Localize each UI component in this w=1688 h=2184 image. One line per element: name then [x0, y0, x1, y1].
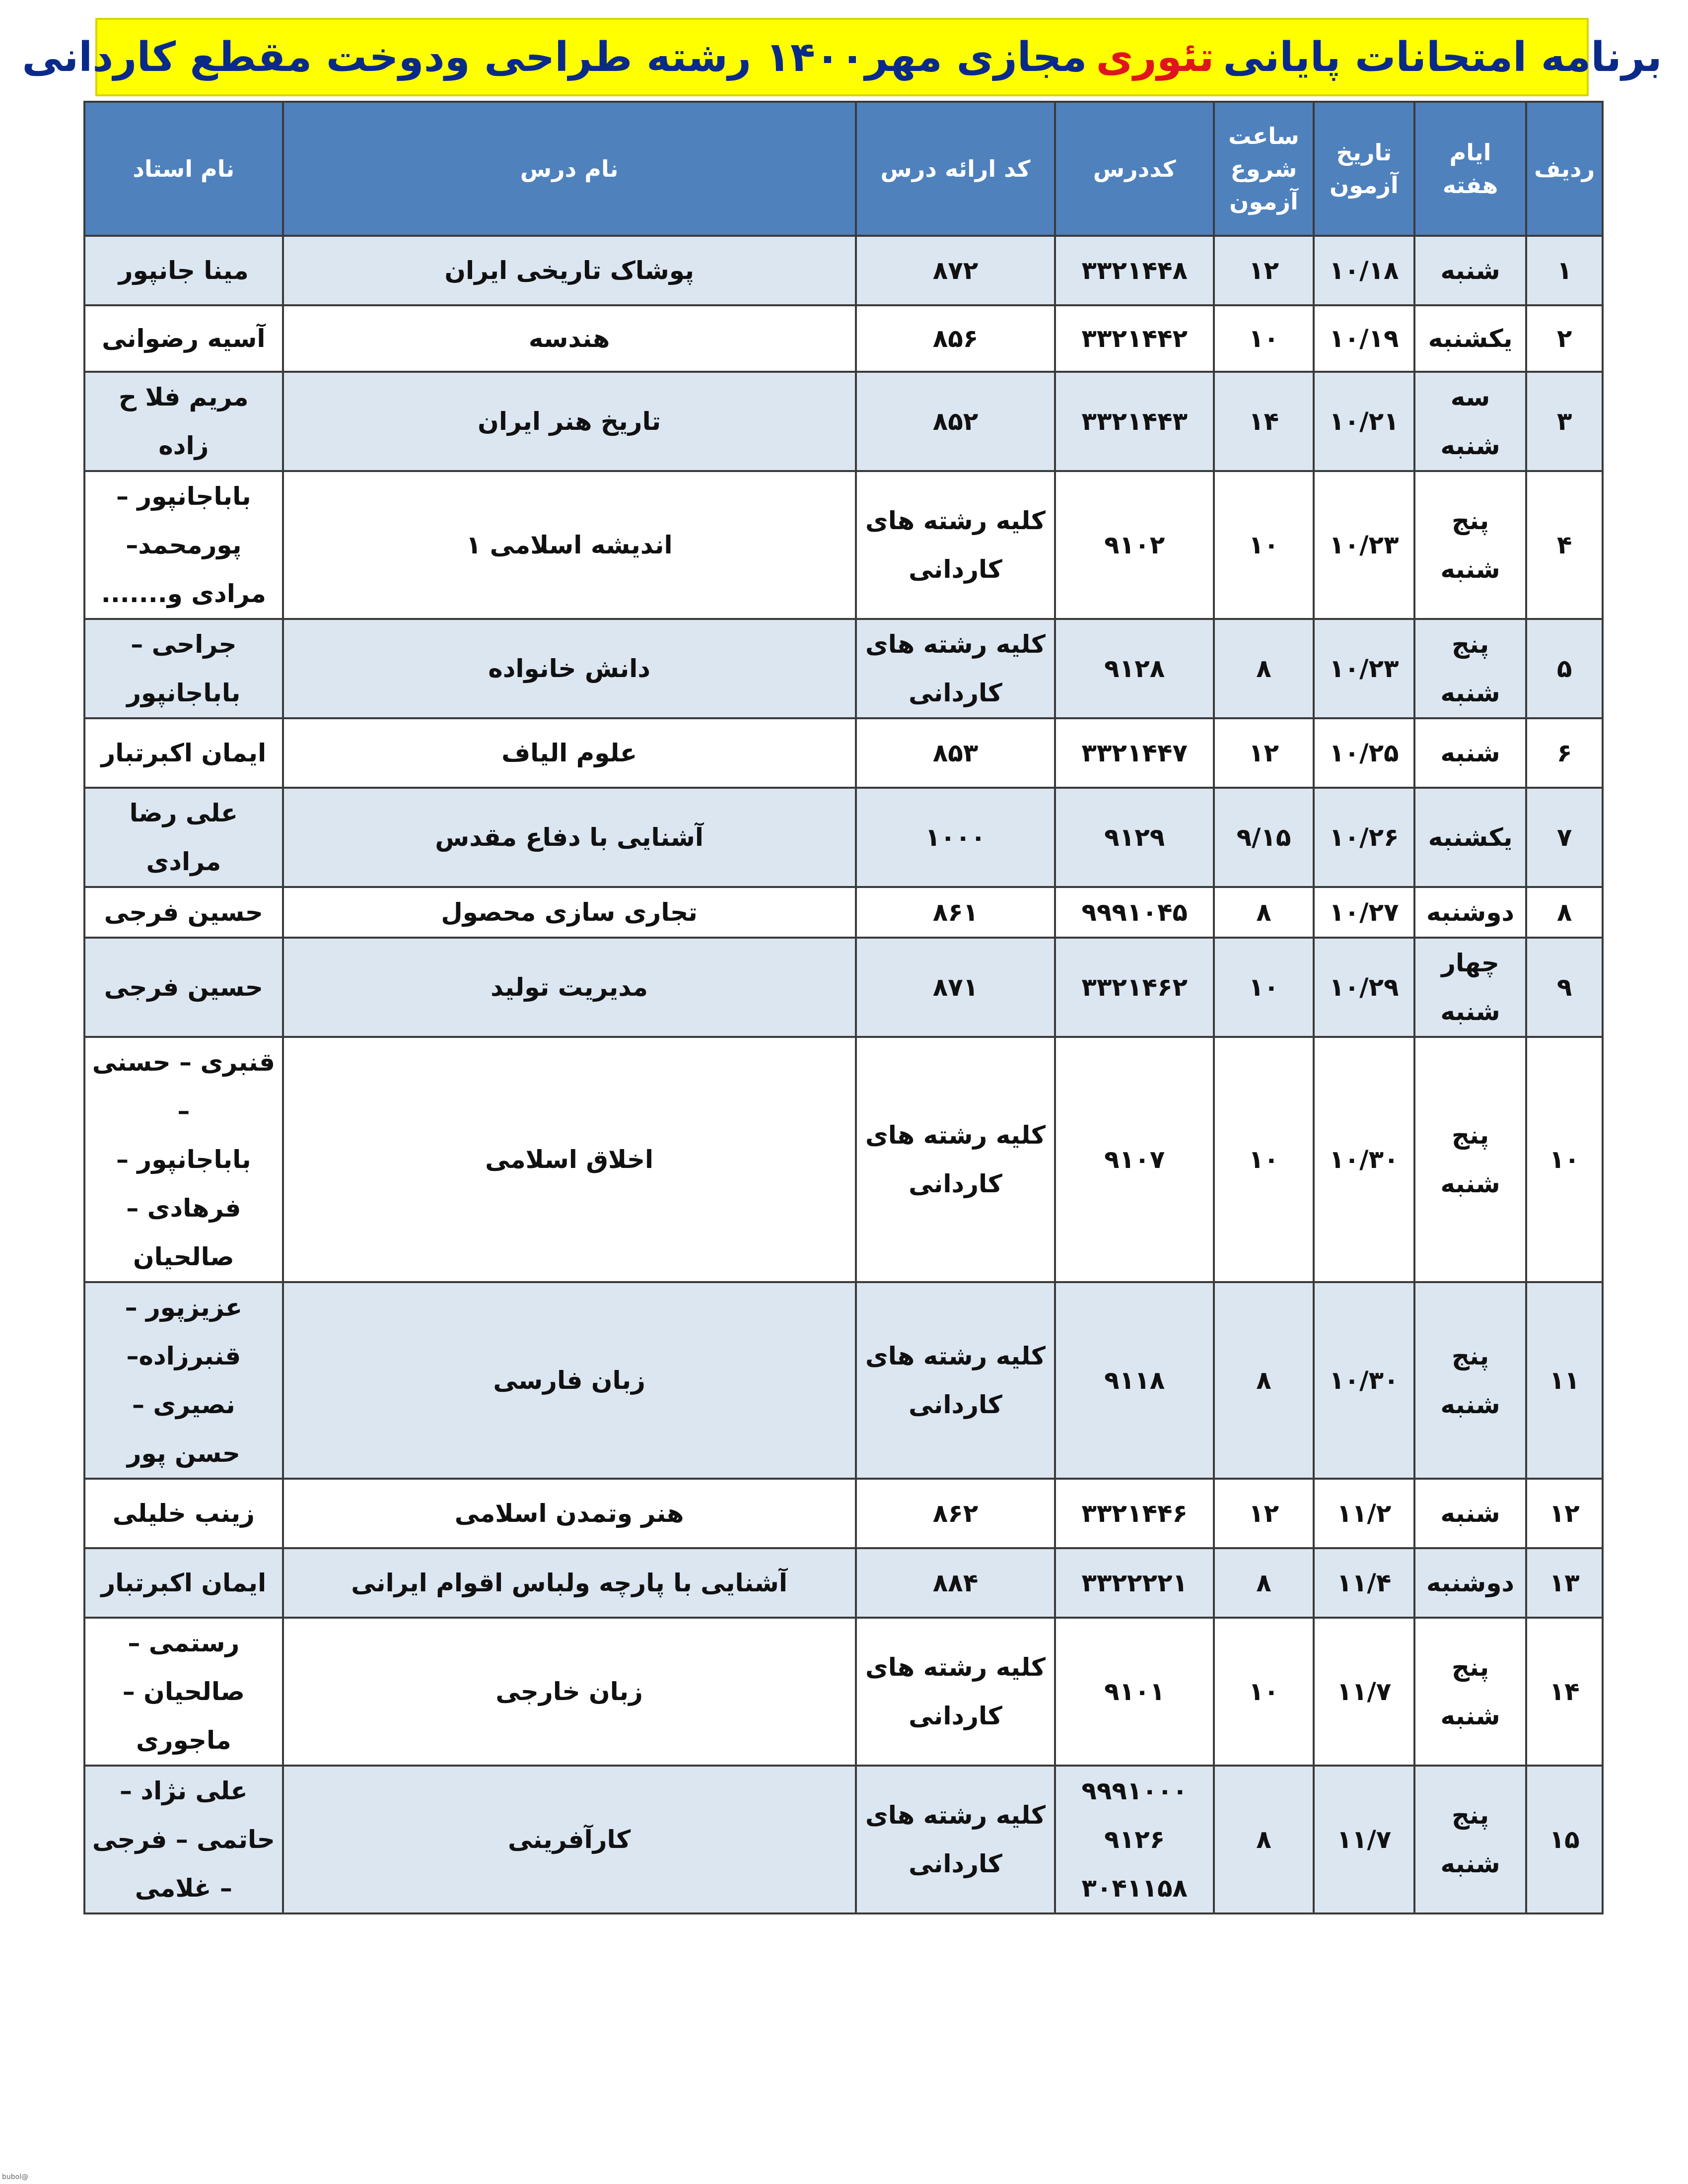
- cell-teacher-name-line: حاتمی – فرجی: [92, 1825, 275, 1854]
- cell-start-time: ۱۰: [1214, 305, 1314, 372]
- cell-course-name: آشنایی با پارچه ولباس اقوام ایرانی: [283, 1548, 856, 1618]
- cell-exam-date: ۱۰/۲۳: [1314, 471, 1414, 619]
- cell-offer-code-line: ۸۶۲: [932, 1499, 979, 1528]
- cell-teacher-name-line: مینا جانپور: [118, 256, 249, 285]
- cell-course-code-line: ۳۳۲۱۴۴۳: [1081, 407, 1188, 436]
- cell-course-code-line: ۳۳۲۲۲۲۱: [1081, 1569, 1188, 1597]
- cell-weekday: پنج شنبه: [1414, 619, 1526, 718]
- cell-start-time: ۱۲: [1214, 718, 1314, 788]
- cell-weekday: یکشنبه: [1414, 788, 1526, 887]
- cell-teacher-name-line: ایمان اکبرتبار: [101, 1569, 267, 1597]
- cell-exam-date: ۱۰/۲۷: [1314, 887, 1414, 938]
- cell-course-code-line: ۳۳۲۱۴۴۸: [1081, 256, 1188, 285]
- cell-teacher-name: [84, 887, 283, 938]
- cell-row-number: ۵: [1526, 619, 1603, 718]
- cell-start-time: ۱۰: [1214, 938, 1314, 1037]
- table-row: [84, 236, 1603, 305]
- cell-offer-code-line: ۸۶۱: [932, 898, 979, 927]
- cell-course-code: [1055, 305, 1214, 372]
- cell-course-name: تاریخ هنر ایران: [283, 372, 856, 471]
- cell-course-code: [1055, 619, 1214, 718]
- table-row: [84, 372, 1603, 471]
- cell-offer-code: [856, 236, 1055, 305]
- cell-teacher-name-line: باباجانپور –: [116, 1145, 251, 1174]
- table-row: [84, 1479, 1603, 1548]
- cell-offer-code-line: ۸۸۴: [932, 1569, 979, 1597]
- cell-offer-code-line: کاردانی: [909, 1390, 1002, 1419]
- table-row: [84, 471, 1603, 619]
- cell-teacher-name: [84, 471, 283, 619]
- cell-teacher-name-line: فرهادی –: [126, 1194, 241, 1223]
- col-header-exam-date: تاریخ آزمون: [1314, 102, 1414, 236]
- cell-offer-code: [856, 938, 1055, 1037]
- cell-course-code-line: ۹۱۰۲: [1104, 531, 1165, 559]
- cell-course-name: تجاری سازی محصول: [283, 887, 856, 938]
- cell-teacher-name: [84, 788, 283, 887]
- table-row: [84, 305, 1603, 372]
- cell-weekday: شنبه: [1414, 236, 1526, 305]
- cell-row-number: ۱۲: [1526, 1479, 1603, 1548]
- cell-offer-code-line: کلیه رشته های: [865, 1801, 1046, 1830]
- cell-course-code: [1055, 938, 1214, 1037]
- cell-start-time: ۱۰: [1214, 471, 1314, 619]
- cell-teacher-name-line: علی رضا مرادی: [129, 799, 238, 876]
- cell-course-name: آشنایی با دفاع مقدس: [283, 788, 856, 887]
- cell-start-time: ۱۴: [1214, 372, 1314, 471]
- cell-offer-code-line: ۸۵۳: [932, 739, 979, 767]
- table-row: [84, 718, 1603, 788]
- exam-schedule-table: [83, 101, 1604, 1914]
- cell-row-number: ۴: [1526, 471, 1603, 619]
- cell-course-code: [1055, 1766, 1214, 1913]
- cell-teacher-name-line: علی نژاد –: [120, 1776, 248, 1805]
- cell-weekday: یکشنبه: [1414, 305, 1526, 372]
- col-header-row-number: ردیف: [1526, 102, 1603, 236]
- cell-offer-code-line: کاردانی: [909, 679, 1002, 707]
- cell-offer-code-line: ۸۵۶: [932, 324, 979, 353]
- cell-teacher-name: [84, 1618, 283, 1766]
- col-header-course-name: نام درس: [283, 102, 856, 236]
- cell-exam-date: ۱۰/۳۰: [1314, 1282, 1414, 1479]
- cell-weekday: شنبه: [1414, 718, 1526, 788]
- table-row: [84, 1037, 1603, 1282]
- cell-exam-date: ۱۰/۱۸: [1314, 236, 1414, 305]
- cell-offer-code: [856, 372, 1055, 471]
- cell-teacher-name-line: عزیزپور –: [125, 1293, 243, 1322]
- cell-exam-date: ۱۱/۲: [1314, 1479, 1414, 1548]
- cell-start-time: ۸: [1214, 887, 1314, 938]
- cell-teacher-name-line: حسن پور: [127, 1439, 240, 1468]
- cell-course-code-line: ۹۱۲۸: [1104, 654, 1165, 683]
- cell-teacher-name: [84, 718, 283, 788]
- table-row: [84, 1548, 1603, 1618]
- cell-weekday: چهار شنبه: [1414, 938, 1526, 1037]
- col-header-start-time: ساعت شروع آزمون: [1214, 102, 1314, 236]
- cell-exam-date: ۱۰/۳۰: [1314, 1037, 1414, 1282]
- cell-teacher-name-line: مرادی و.......: [101, 579, 266, 608]
- cell-offer-code-line: کلیه رشته های: [865, 506, 1046, 535]
- cell-weekday: پنج شنبه: [1414, 1618, 1526, 1766]
- cell-row-number: ۱۳: [1526, 1548, 1603, 1618]
- cell-course-name: هنر وتمدن اسلامی: [283, 1479, 856, 1548]
- cell-teacher-name: [84, 619, 283, 718]
- cell-teacher-name-line: نصیری –: [132, 1390, 235, 1419]
- cell-weekday: پنج شنبه: [1414, 1766, 1526, 1913]
- cell-offer-code-line: کلیه رشته های: [865, 630, 1046, 659]
- cell-exam-date: ۱۰/۲۹: [1314, 938, 1414, 1037]
- cell-course-code-line: ۹۱۰۷: [1104, 1145, 1165, 1174]
- cell-course-code-line: ۳۳۲۱۴۴۶: [1081, 1499, 1188, 1528]
- cell-course-name: هندسه: [283, 305, 856, 372]
- cell-weekday: پنج شنبه: [1414, 1037, 1526, 1282]
- table-row: [84, 938, 1603, 1037]
- cell-course-code: [1055, 1618, 1214, 1766]
- cell-offer-code: [856, 1037, 1055, 1282]
- cell-course-code: [1055, 1548, 1214, 1618]
- corner-watermark: @bubol: [2, 2173, 29, 2181]
- cell-course-name: اندیشه اسلامی ۱: [283, 471, 856, 619]
- cell-row-number: ۷: [1526, 788, 1603, 887]
- cell-course-name: علوم الیاف: [283, 718, 856, 788]
- cell-teacher-name-line: باباجانپور –: [116, 482, 251, 511]
- cell-teacher-name: [84, 372, 283, 471]
- cell-course-code-line: ۹۱۲۶: [1104, 1825, 1165, 1854]
- cell-teacher-name: [84, 1766, 283, 1913]
- cell-course-name: پوشاک تاریخی ایران: [283, 236, 856, 305]
- cell-weekday: دوشنبه: [1414, 887, 1526, 938]
- cell-offer-code-line: کلیه رشته های: [865, 1342, 1046, 1370]
- page-title: [22, 18, 1662, 96]
- cell-offer-code-line: کلیه رشته های: [865, 1653, 1046, 1682]
- cell-course-name: کارآفرینی: [283, 1766, 856, 1913]
- table-header-row: [84, 102, 1603, 236]
- cell-weekday: پنج شنبه: [1414, 471, 1526, 619]
- table-body: [84, 236, 1603, 1913]
- cell-row-number: ۲: [1526, 305, 1603, 372]
- table-row: [84, 619, 1603, 718]
- cell-teacher-name-line: زینب خلیلی: [112, 1499, 255, 1528]
- cell-weekday: پنج شنبه: [1414, 1282, 1526, 1479]
- cell-offer-code-line: کاردانی: [909, 1169, 1002, 1198]
- cell-offer-code: [856, 788, 1055, 887]
- cell-offer-code: [856, 471, 1055, 619]
- table-row: [84, 1766, 1603, 1913]
- title-accent-word: تئوری: [1096, 33, 1214, 81]
- title-part-after: مجازی مهر۱۴۰۰ رشته طراحی ودوخت مقطع کاردانی: [22, 33, 1087, 81]
- table-row: [84, 887, 1603, 938]
- cell-offer-code: [856, 1479, 1055, 1548]
- cell-teacher-name-line: قنبرزاده–: [126, 1342, 241, 1370]
- cell-course-name: دانش خانواده: [283, 619, 856, 718]
- cell-start-time: ۱۰: [1214, 1037, 1314, 1282]
- cell-offer-code: [856, 1618, 1055, 1766]
- cell-course-code-line: ۳۰۴۱۱۵۸: [1081, 1874, 1188, 1903]
- cell-start-time: ۸: [1214, 1282, 1314, 1479]
- cell-exam-date: ۱۱/۷: [1314, 1618, 1414, 1766]
- cell-course-name: اخلاق اسلامی: [283, 1037, 856, 1282]
- cell-row-number: ۹: [1526, 938, 1603, 1037]
- cell-offer-code-line: ۸۷۲: [932, 256, 979, 285]
- cell-offer-code: [856, 305, 1055, 372]
- cell-course-code: [1055, 236, 1214, 305]
- cell-weekday: دوشنبه: [1414, 1548, 1526, 1618]
- cell-start-time: ۸: [1214, 1766, 1314, 1913]
- cell-offer-code-line: کاردانی: [909, 555, 1002, 584]
- col-header-offer-code: کد ارائه درس: [856, 102, 1055, 236]
- cell-exam-date: ۱۰/۲۳: [1314, 619, 1414, 718]
- cell-teacher-name-line: رستمی –: [128, 1629, 240, 1657]
- cell-teacher-name-line: مریم فلا ح زاده: [119, 383, 249, 460]
- col-header-course-code: کددرس: [1055, 102, 1214, 236]
- cell-teacher-name: [84, 938, 283, 1037]
- cell-offer-code: [856, 1282, 1055, 1479]
- cell-course-name: مدیریت تولید: [283, 938, 856, 1037]
- cell-exam-date: ۱۰/۲۶: [1314, 788, 1414, 887]
- cell-course-name: زبان خارجی: [283, 1618, 856, 1766]
- cell-course-code-line: ۳۳۲۱۴۴۲: [1081, 324, 1188, 353]
- cell-course-code: [1055, 1037, 1214, 1282]
- cell-row-number: ۱۱: [1526, 1282, 1603, 1479]
- cell-start-time: ۸: [1214, 1548, 1314, 1618]
- cell-course-code: [1055, 372, 1214, 471]
- cell-teacher-name-line: باباجانپور: [127, 679, 241, 707]
- cell-teacher-name: [84, 305, 283, 372]
- cell-weekday: سه شنبه: [1414, 372, 1526, 471]
- cell-start-time: ۱۲: [1214, 1479, 1314, 1548]
- cell-offer-code-line: کاردانی: [909, 1702, 1002, 1730]
- cell-teacher-name-line: حسین فرجی: [104, 973, 263, 1002]
- cell-offer-code: [856, 619, 1055, 718]
- cell-teacher-name-line: ایمان اکبرتبار: [101, 739, 267, 767]
- cell-teacher-name-line: پورمحمد–: [126, 531, 242, 559]
- cell-course-code: [1055, 1282, 1214, 1479]
- cell-teacher-name: [84, 1548, 283, 1618]
- col-header-weekday: ایام هفته: [1414, 102, 1526, 236]
- cell-offer-code-line: کلیه رشته های: [865, 1121, 1046, 1150]
- cell-offer-code: [856, 718, 1055, 788]
- cell-offer-code-line: ۱۰۰۰: [925, 823, 986, 852]
- cell-course-code-line: ۹۱۲۹: [1104, 823, 1165, 852]
- cell-teacher-name-line: صالحیان: [133, 1242, 234, 1271]
- cell-course-code-line: ۹۱۰۱: [1104, 1677, 1165, 1706]
- cell-start-time: ۱۰: [1214, 1618, 1314, 1766]
- cell-row-number: ۱۵: [1526, 1766, 1603, 1913]
- col-header-teacher-name: نام استاد: [84, 102, 283, 236]
- cell-teacher-name-line: – غلامی: [135, 1874, 232, 1903]
- cell-teacher-name-line: ماجوری: [136, 1726, 231, 1755]
- title-part-before: برنامه امتحانات پایانی: [1223, 33, 1662, 81]
- cell-row-number: ۱۴: [1526, 1618, 1603, 1766]
- cell-course-code-line: ۹۱۱۸: [1104, 1366, 1165, 1395]
- table-row: [84, 788, 1603, 887]
- cell-row-number: ۶: [1526, 718, 1603, 788]
- cell-row-number: ۸: [1526, 887, 1603, 938]
- table-row: [84, 1618, 1603, 1766]
- cell-offer-code-line: ۸۵۲: [932, 407, 979, 436]
- cell-offer-code-line: ۸۷۱: [932, 973, 979, 1002]
- cell-course-code-line: ۹۹۹۱۰۰۰: [1081, 1776, 1188, 1805]
- cell-weekday: شنبه: [1414, 1479, 1526, 1548]
- cell-exam-date: ۱۰/۱۹: [1314, 305, 1414, 372]
- cell-teacher-name-line: قنبری – حسنی –: [92, 1048, 275, 1125]
- cell-course-code-line: ۹۹۹۱۰۴۵: [1081, 898, 1188, 927]
- cell-course-code-line: ۳۳۲۱۴۴۷: [1081, 739, 1188, 767]
- cell-exam-date: ۱۰/۲۵: [1314, 718, 1414, 788]
- cell-offer-code: [856, 1766, 1055, 1913]
- cell-course-code: [1055, 887, 1214, 938]
- cell-course-code: [1055, 1479, 1214, 1548]
- cell-teacher-name-line: صالحیان –: [122, 1677, 245, 1706]
- cell-course-code-line: ۳۳۲۱۴۶۲: [1081, 973, 1188, 1002]
- cell-offer-code: [856, 1548, 1055, 1618]
- cell-start-time: ۱۲: [1214, 236, 1314, 305]
- cell-teacher-name: [84, 236, 283, 305]
- cell-course-code: [1055, 471, 1214, 619]
- cell-teacher-name: [84, 1037, 283, 1282]
- cell-teacher-name-line: حسین فرجی: [104, 898, 263, 927]
- cell-row-number: ۳: [1526, 372, 1603, 471]
- cell-teacher-name-line: آسیه رضوانی: [102, 324, 266, 353]
- cell-exam-date: ۱۱/۷: [1314, 1766, 1414, 1913]
- cell-course-code: [1055, 718, 1214, 788]
- cell-offer-code-line: کاردانی: [909, 1849, 1002, 1878]
- cell-teacher-name: [84, 1282, 283, 1479]
- cell-row-number: ۱۰: [1526, 1037, 1603, 1282]
- cell-exam-date: ۱۰/۲۱: [1314, 372, 1414, 471]
- cell-course-code: [1055, 788, 1214, 887]
- cell-start-time: ۹/۱۵: [1214, 788, 1314, 887]
- cell-teacher-name-line: جراحی –: [131, 630, 237, 659]
- cell-teacher-name: [84, 1479, 283, 1548]
- cell-exam-date: ۱۱/۴: [1314, 1548, 1414, 1618]
- table-row: [84, 1282, 1603, 1479]
- cell-row-number: ۱: [1526, 236, 1603, 305]
- cell-start-time: ۸: [1214, 619, 1314, 718]
- cell-course-name: زبان فارسی: [283, 1282, 856, 1479]
- cell-offer-code: [856, 887, 1055, 938]
